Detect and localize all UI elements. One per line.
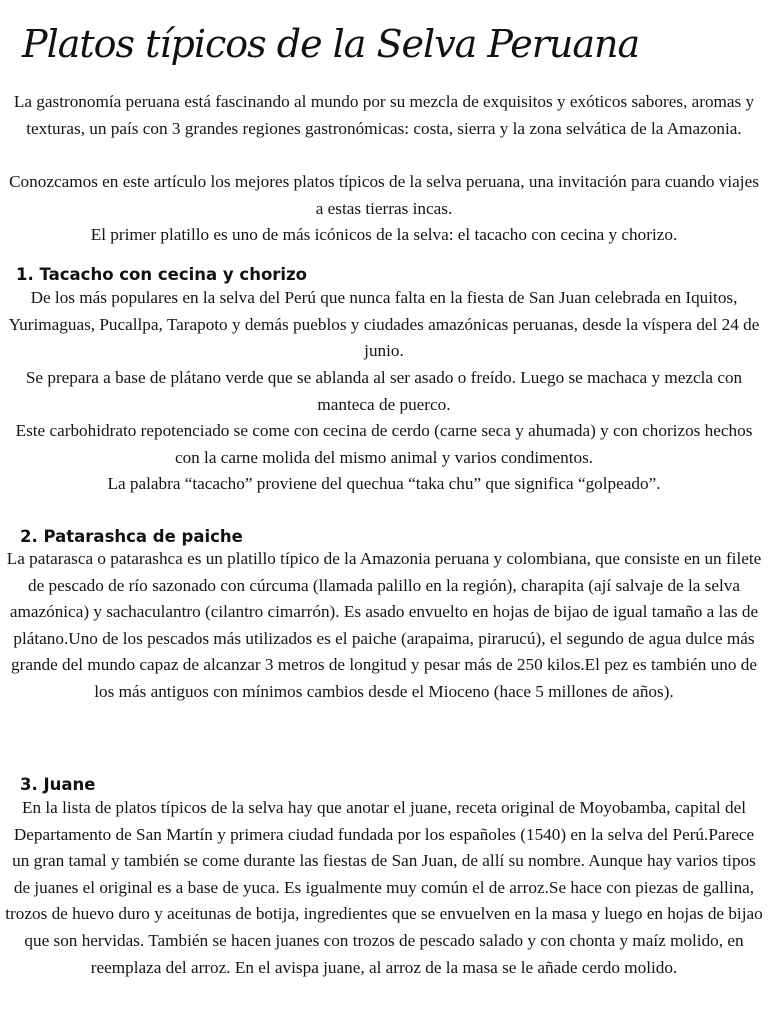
section-heading-tacacho: 1. Tacacho con cecina y chorizo (16, 265, 308, 284)
patarashca-paragraph-1: La patarasca o patarashca es un platillo típico de la Amazonia peruana y colombiana, que consiste en un filete de pescado de río sazonado con cúrcuma (llamada palillo en la región), charapita (ají salvaje de la selva amazónica) y sachaculantro (cilantro cimarrón). Es asado envuelto en hojas de bijao de igual tamaño a las de plátano.Uno de los pescados más utilizados es el paiche (arapaima, pirarucú), el segundo de agua dulce más grande del mundo capaz de alcanzar 3 metros de longitud y pesar más de 250 kilos.El pez es también uno de los más antiguos con mínimos cambios desde el Mioceno (hace 5 millones de años). (6, 549, 762, 701)
tacacho-paragraph-4: La palabra “tacacho” proviene del quechua “taka chu” que significa “golpeado”. (107, 474, 661, 493)
tacacho-paragraph-3: Este carbohidrato repotenciado se come con cecina de cerdo (carne seca y ahumada) y con chorizos hechos con la carne molida del mismo animal y varios condimentos. (15, 421, 753, 467)
section-heading-patarashca: 2. Patarashca de paiche (20, 527, 243, 546)
page-title: Platos típicos de la Selva Peruana (22, 22, 640, 66)
tacacho-paragraph-1: De los más populares en la selva del Perú que nunca falta en la fiesta de San Juan celebrada en Iquitos, Yurimaguas, Pucallpa, Tarapoto y demás pueblos y ciudades amazónicas peruanas, desde la víspera del 24 de junio. (8, 288, 760, 361)
tacacho-paragraph-2: Se prepara a base de plátano verde que se ablanda al ser asado o freído. Luego se machaca y mezcla con manteca de puerco. (25, 368, 743, 414)
juane-paragraph-1: En la lista de platos típicos de la selva hay que anotar el juane, receta original de Moyobamba, capital del Departamento de San Martín y primera ciudad fundada por los españoles (1540) en la selva del Perú.Parece un gran tamal y también se come durante las fiestas de San Juan, de allí su nombre. Aunque hay varios tipos de juanes el original es a base de yuca. Es igualmente muy común el de arroz.Se hace con piezas de gallina, trozos de huevo duro y aceitunas de botija, ingredientes que se envuelven en la masa y luego en hojas de bijao que son hervidas. También se hacen juanes con trozos de pescado salado y con chonta y maíz molido, en reemplaza del arroz. En el avispa juane, al arroz de la masa se le añade cerdo molido. (5, 798, 763, 977)
intro-paragraph-1: La gastronomía peruana está fascinando al mundo por su mezcla de exquisitos y exóticos sabores, aromas y texturas, un país con 3 grandes regiones gastronómicas: costa, sierra y la zona selvática de la Amazonia. (13, 92, 755, 138)
section-heading-juane: 3. Juane (20, 775, 96, 794)
intro-paragraph-3: El primer platillo es uno de más icónicos de la selva: el tacacho con cecina y chorizo. (90, 225, 678, 244)
intro-paragraph-2: Conozcamos en este artículo los mejores platos típicos de la selva peruana, una invitación para cuando viajes a estas tierras incas. (9, 172, 759, 218)
